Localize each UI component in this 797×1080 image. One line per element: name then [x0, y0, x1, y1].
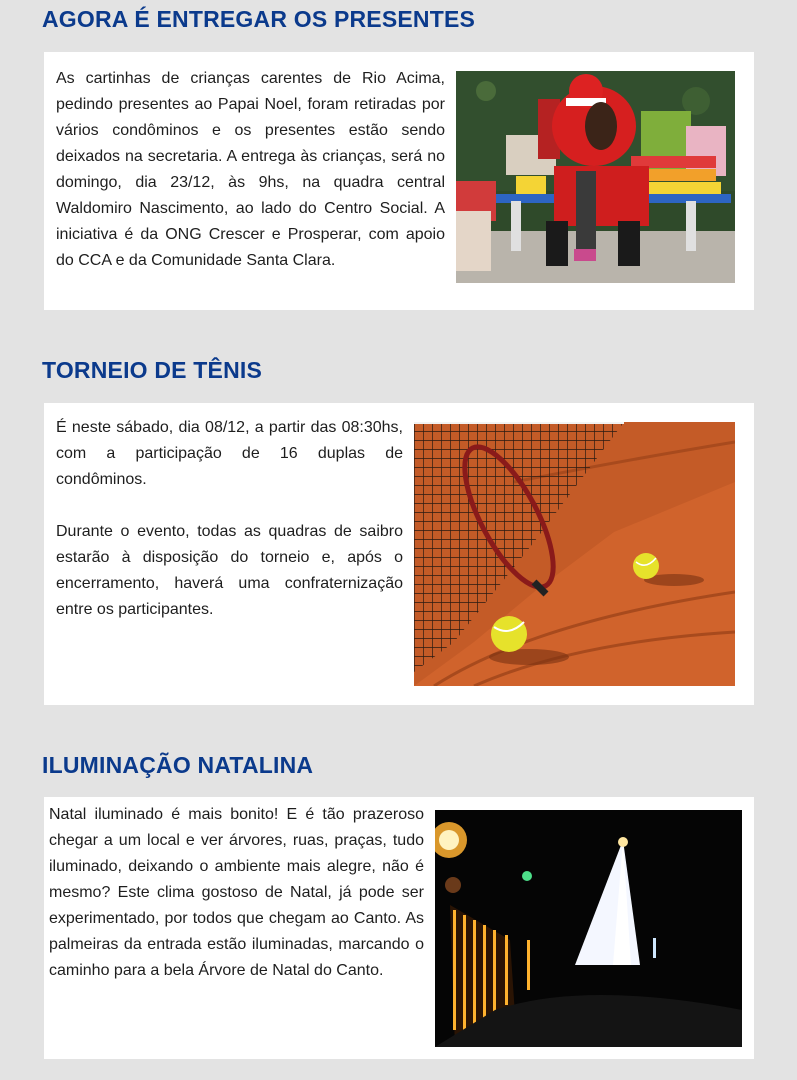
- article-paragraph: Durante o evento, todas as quadras de saibro estarão à disposição do torneio e, após o encerramento, haverá uma confraternização entre os participantes.: [56, 523, 403, 618]
- article-paragraph: É neste sábado, dia 08/12, a partir das 08:30hs, com a participação de 16 duplas de condôminos.: [56, 419, 403, 488]
- section-title-presentes: AGORA É ENTREGAR OS PRESENTES: [42, 6, 476, 32]
- article-paragraph: As cartinhas de crianças carentes de Rio Acima, pedindo presentes ao Papai Noel, foram retiradas por vários condôminos e os presentes estão sendo deixados na secretaria. A entrega às crianças, será no domingo, dia 23/12, às 9hs, na quadra central Waldomiro Nascimento, ao lado do Centro Social. A iniciativa é da ONG Crescer e Prosperar, com apoio do CCA e da Comunidade Santa Clara.: [56, 70, 445, 269]
- article-card-tenis: [44, 403, 754, 705]
- article-text-iluminacao: [49, 802, 424, 984]
- paragraph-spacer: [56, 493, 403, 519]
- section-title-tenis: TORNEIO DE TÊNIS: [42, 357, 263, 383]
- article-card-iluminacao: [44, 797, 754, 1059]
- tennis-court-photo: [414, 422, 735, 686]
- article-paragraph: Natal iluminado é mais bonito! E é tão prazeroso chegar a um local e ver árvores, ruas, praças, tudo iluminado, deixando o ambiente mais alegre, não é mesmo? Este clima gostoso de Natal, já pode ser experimentado, por todos que chegam ao Canto. As palmeiras da entrada estão iluminadas, marcando o caminho para a bela Árvore de Natal do Canto.: [49, 806, 424, 979]
- christmas-lights-photo: [435, 810, 742, 1047]
- article-text-tenis: [56, 415, 403, 623]
- article-card-presentes: [44, 52, 754, 310]
- section-title-iluminacao: ILUMINAÇÃO NATALINA: [42, 752, 314, 778]
- santa-claus-photo: [456, 71, 735, 283]
- article-text-presentes: [56, 66, 445, 274]
